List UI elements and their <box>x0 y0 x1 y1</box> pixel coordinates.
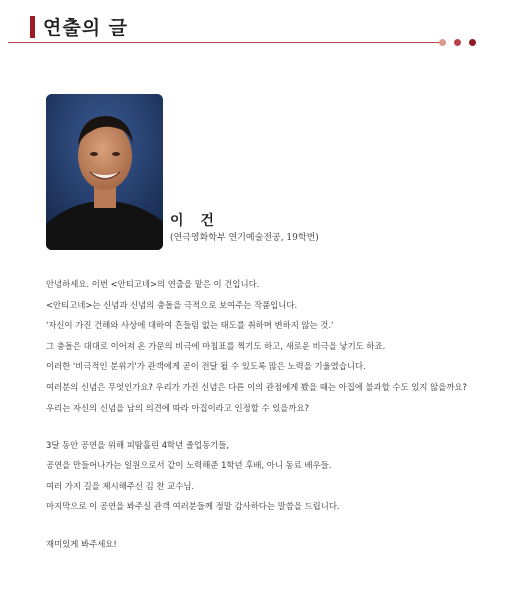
message-line: 그 충돌은 대대로 이어져 온 가문의 비극에 마침표를 찍기도 하고, 새로운 비극을 낳기도 하죠. <box>46 340 386 351</box>
paragraph-gap <box>46 418 506 435</box>
director-affiliation: (연극영화학부 연기예술전공, 19학번) <box>170 233 319 243</box>
message-line: 우리는 자신의 신념을 남의 의견에 따라 아집이라고 인정할 수 있을까요? <box>46 402 310 413</box>
page-title: 연출의 글 <box>43 17 129 39</box>
title-accent-bar <box>30 16 35 38</box>
message-line: 공연을 만들어나가는 일원으로서 같이 노력해준 1학년 후배, 아니 동료 배우들. <box>46 460 332 471</box>
header-divider <box>8 42 442 43</box>
page-header <box>0 0 512 50</box>
decor-dot-mid <box>454 39 461 46</box>
director-message <box>46 274 506 554</box>
decor-dot-light <box>439 39 446 46</box>
director-name: 이 건 <box>170 213 220 229</box>
message-line: 3달 동안 공연을 위해 피땀흘린 4학년 졸업동기들, <box>46 439 230 450</box>
paragraph-gap <box>46 517 506 534</box>
director-photo <box>46 94 163 250</box>
message-line: 마지막으로 이 공연을 봐주실 관객 여러분들께 정말 감사하다는 말씀을 드립니다. <box>46 501 340 512</box>
closing-line: 재미있게 봐주세요! <box>46 538 117 549</box>
message-line: 이러한 '비극적인 분위기'가 관객에게 곧이 전달 될 수 있도록 많은 노력을 기울였습니다. <box>46 361 366 372</box>
message-line: 안녕하세요. 이번 <안티고네>의 연출을 맡은 이 건입니다. <box>46 279 260 289</box>
decor-dot-dark <box>469 39 476 46</box>
message-line: 여러분의 신념은 무엇인가요? 우리가 가진 신념은 다른 이의 관점에게 봤을 때는 아집에 불과할 수도 있지 않을까요? <box>46 381 467 392</box>
message-line: 여러 가지 길을 제시해주신 김 찬 교수님. <box>46 480 195 491</box>
message-line: <안티고네>는 신념과 신념의 충돌을 극적으로 보여주는 작품입니다. <box>46 299 298 310</box>
message-line: '자신이 가진 건해와 사상에 대하여 흔들림 없는 태도를 취하며 변하지 않는 것.' <box>46 320 334 331</box>
